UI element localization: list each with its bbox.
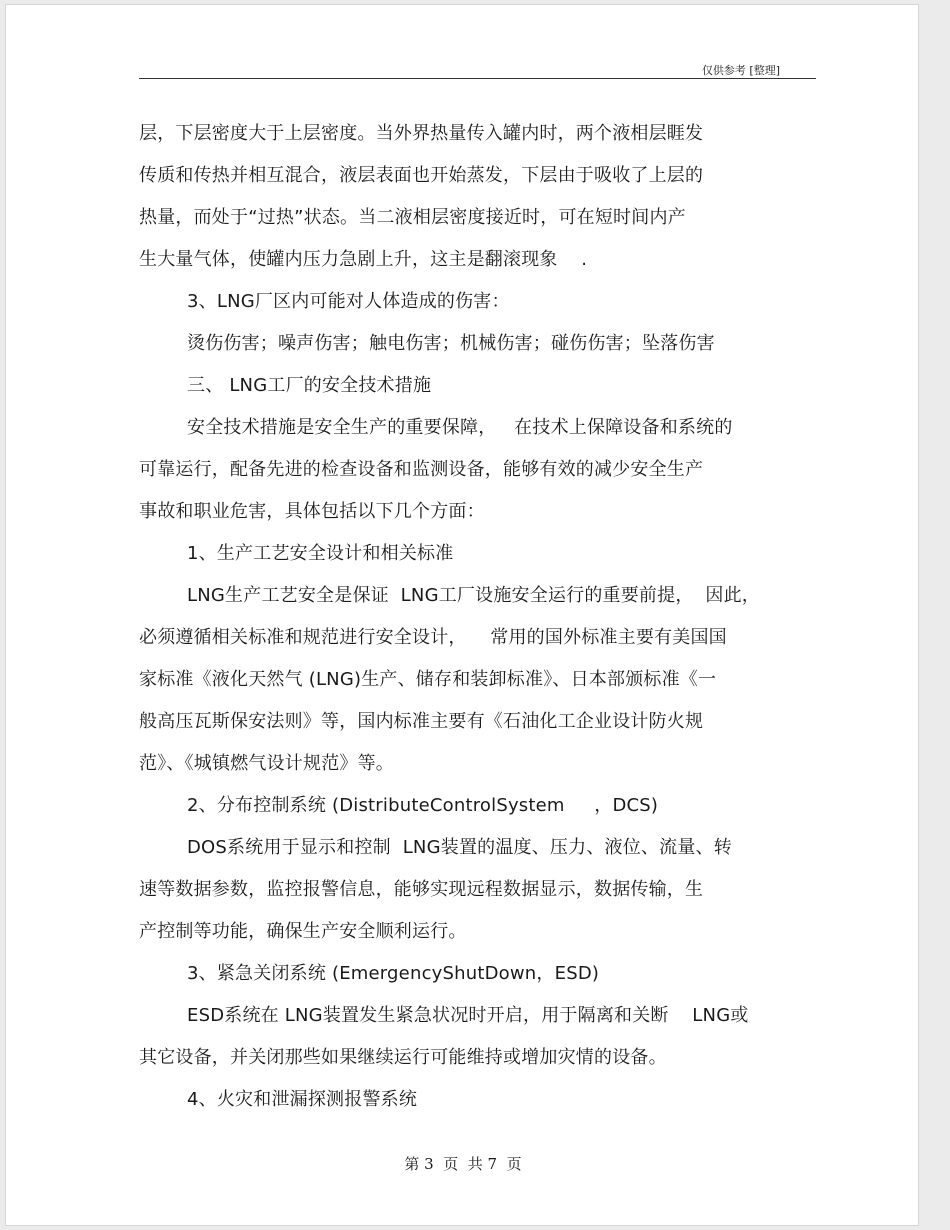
- body-text: [139, 113, 829, 1121]
- paragraph-line: 必须遵循相关标准和规范进行安全设计， 常用的国外标准主要有美国国: [139, 627, 727, 648]
- document-page: [5, 4, 919, 1226]
- paragraph-line: 事故和职业危害，具体包括以下几个方面：: [139, 501, 485, 522]
- paragraph-line: 安全技术措施是安全生产的重要保障， 在技术上保障设备和系统的: [187, 417, 733, 438]
- paragraph-line: ESD系统在 LNG装置发生紧急状况时开启，用于隔离和关断 LNG或: [187, 1005, 749, 1026]
- paragraph-line: LNG生产工艺安全是保证 LNG工厂设施安全运行的重要前提， 因此，: [187, 585, 760, 606]
- section-heading: 3、紧急关闭系统 (EmergencyShutDown，ESD): [187, 963, 600, 984]
- section-heading: 3、LNG厂区内可能对人体造成的伤害：: [187, 291, 510, 312]
- paragraph-line: 生大量气体，使罐内压力急剧上升，这主是翻滚现象 .: [139, 249, 588, 270]
- paragraph-line: 烫伤伤害；噪声伤害；触电伤害；机械伤害；碰伤伤害；坠落伤害: [187, 333, 715, 354]
- paragraph-line: 范》、《城镇燃气设计规范》等。: [139, 753, 394, 774]
- paragraph-line: 产控制等功能，确保生产安全顺利运行。: [139, 921, 467, 942]
- paragraph-line: 传质和传热并相互混合，液层表面也开始蒸发，下层由于吸收了上层的: [139, 165, 704, 186]
- paragraph-line: DOS系统用于显示和控制 LNG装置的温度、压力、液位、流量、转: [187, 837, 732, 858]
- paragraph-line: 层，下层密度大于上层密度。当外界热量传入罐内时，两个液相层睚发: [139, 123, 704, 144]
- paragraph-line: 可靠运行，配备先进的检查设备和监测设备，能够有效的减少安全生产: [139, 459, 704, 480]
- header-divider: [139, 78, 816, 79]
- paragraph-line: 热量，而处于“过热”状态。当二液相层密度接近时，可在短时间内产: [139, 207, 686, 228]
- section-heading: 2、分布控制系统 (DistributeControlSystem ，DCS): [187, 795, 659, 816]
- section-heading: 4、火灾和泄漏探测报警系统: [187, 1089, 418, 1110]
- paragraph-line: 般高压瓦斯保安法则》等，国内标准主要有《石油化工企业设计防火规: [139, 711, 704, 732]
- paragraph-line: 家标准《液化天然气 (LNG)生产、储存和装卸标准》、日本部颁标准《一: [139, 669, 717, 690]
- paragraph-line: 其它设备，并关闭那些如果继续运行可能维持或增加灾情的设备。: [139, 1047, 667, 1068]
- page-number: 第 3 页 共 7 页: [404, 1155, 522, 1173]
- section-heading: 1、生产工艺安全设计和相关标准: [187, 543, 454, 564]
- section-heading: 三、 LNG工厂的安全技术措施: [187, 375, 432, 396]
- paragraph-line: 速等数据参数，监控报警信息，能够实现远程数据显示，数据传输，生: [139, 879, 704, 900]
- header-note: 仅供参考 [整理]: [701, 64, 780, 77]
